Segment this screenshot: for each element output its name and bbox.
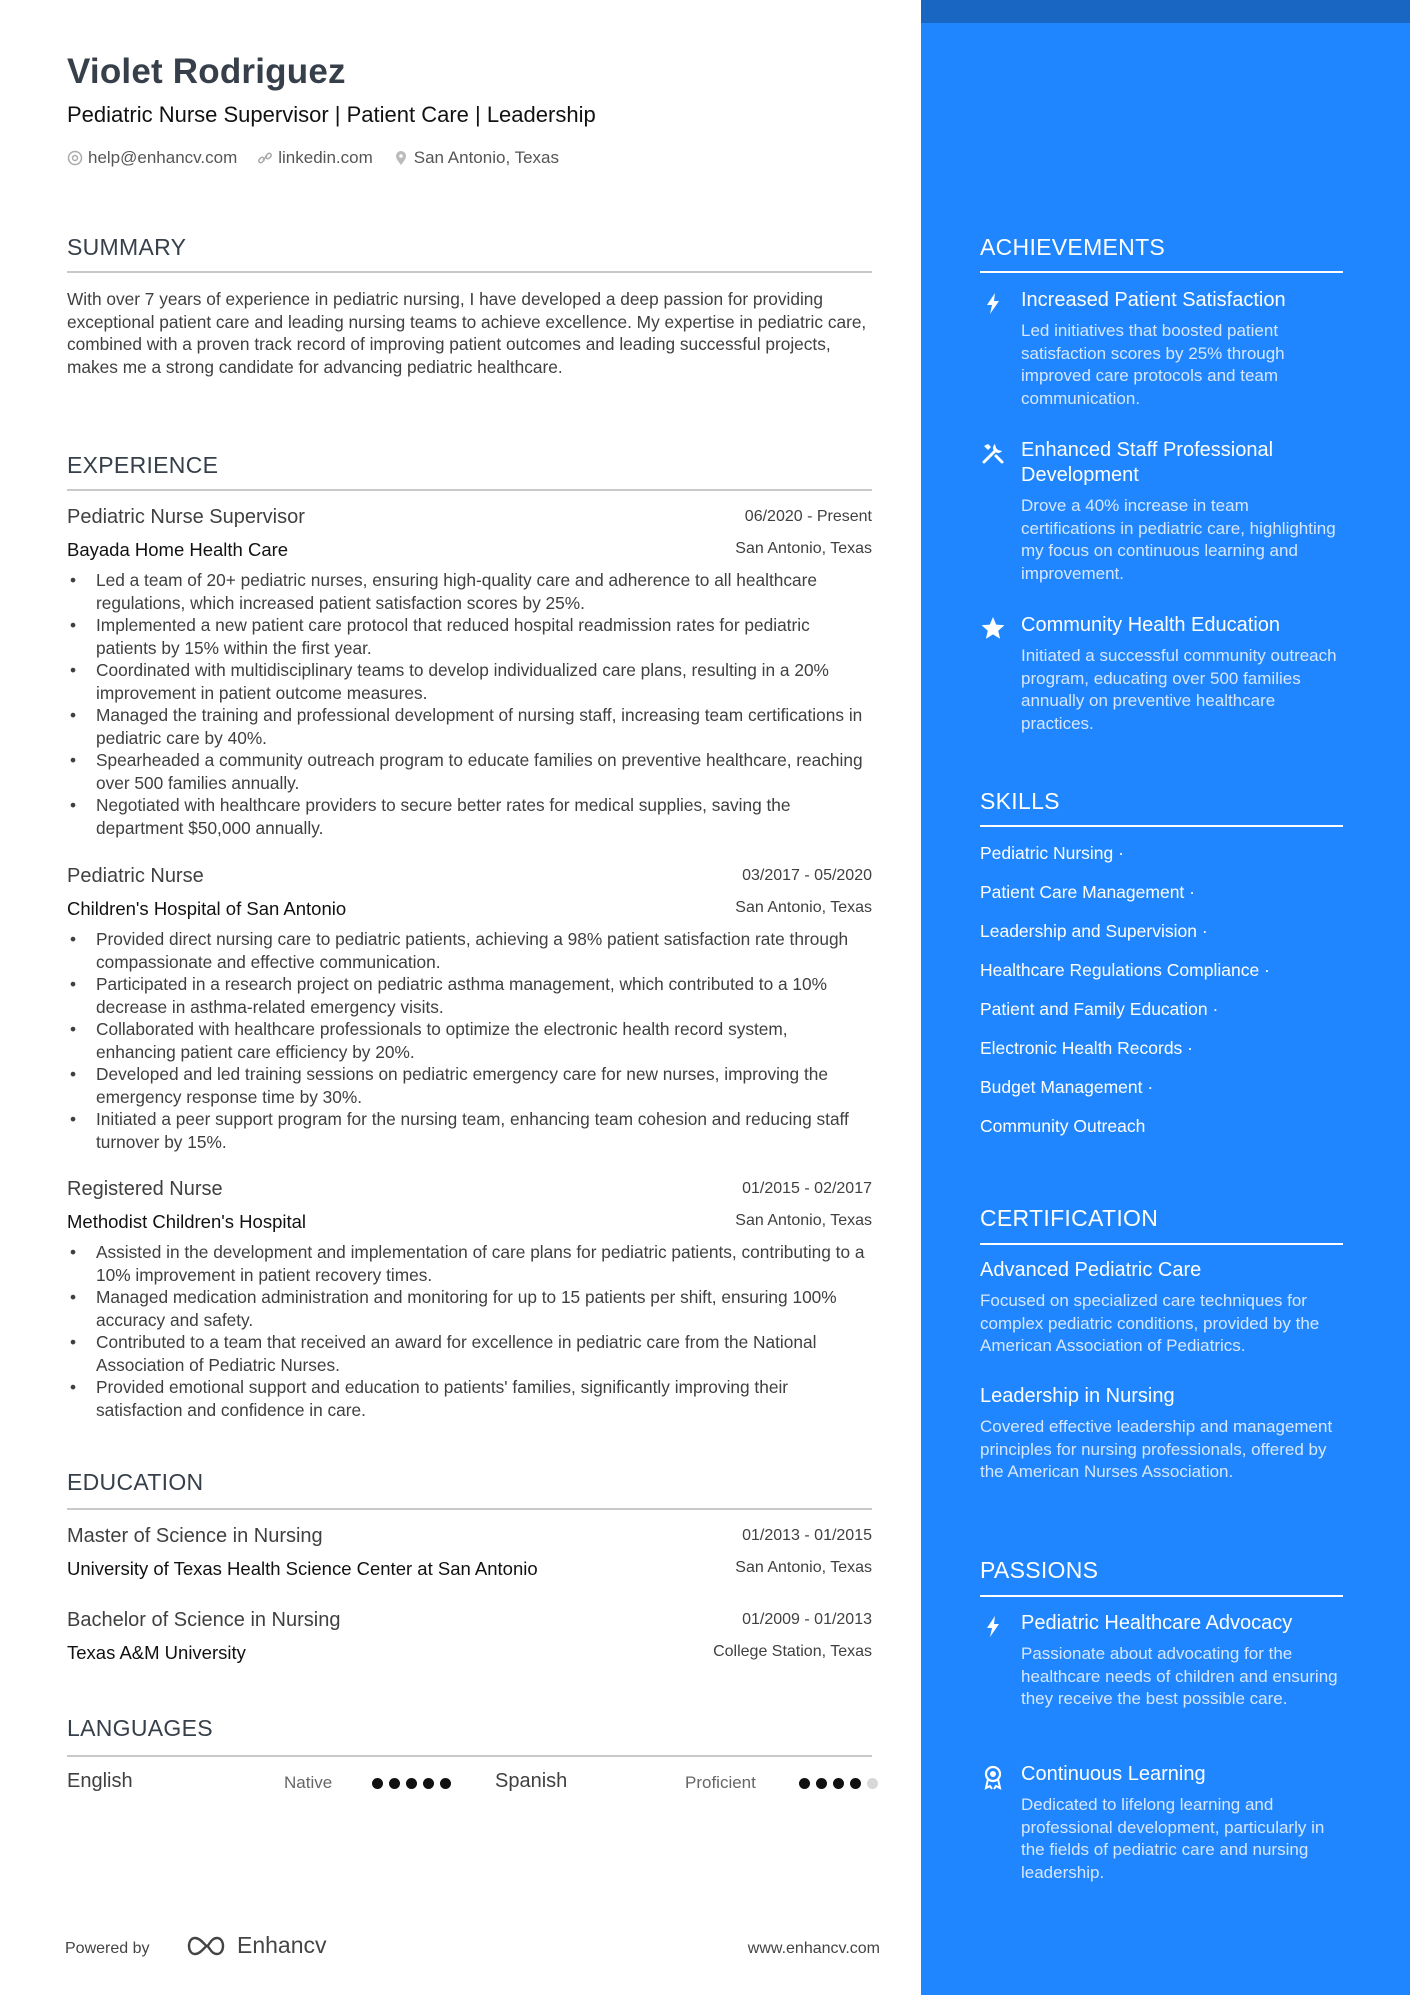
skill-item: Pediatric Nursing · [980, 843, 1124, 863]
achievement-title: Increased Patient Satisfaction [1021, 289, 1286, 311]
passions-divider [980, 1595, 1343, 1597]
achievement-desc: Led initiatives that boosted patient satisfaction scores by 25% through improved care protocols and team communication. [1021, 321, 1285, 408]
job-dates: 06/2020 - Present [744, 508, 872, 525]
certification-desc: Focused on specialized care techniques for complex pediatric conditions, provided by the American Association of Pediatrics. [980, 1291, 1320, 1355]
degree-dates: 01/2013 - 01/2015 [742, 1527, 872, 1544]
powered-by-label: Powered by [65, 1940, 150, 1957]
language-level: Proficient [685, 1773, 756, 1792]
education-entry [67, 1609, 872, 1675]
certification-item [980, 1259, 1343, 1358]
achievement-title: Community Health Education [1021, 614, 1281, 636]
location-pin-icon [393, 150, 409, 166]
achievement-desc: Initiated a successful community outreach program, educating over 500 families annually on preventive healthcare practices. [1021, 646, 1337, 733]
lightning-icon [980, 290, 1006, 316]
tools-icon [980, 440, 1006, 466]
contact-location [393, 148, 559, 168]
achievement-item [980, 613, 1343, 735]
job-company: Methodist Children's Hospital [67, 1211, 307, 1232]
job-location: San Antonio, Texas [735, 899, 872, 916]
school-name: University of Texas Health Science Center at San Antonio [67, 1558, 538, 1579]
school-location: San Antonio, Texas [735, 1559, 872, 1576]
passion-item [980, 1611, 1343, 1711]
experience-divider [67, 489, 872, 491]
job-bullet: • Managed medication administration and monitoring for up to 15 patients per shift, ensuring 100% accuracy and safety. [67, 1286, 872, 1331]
rating-dot-filled [816, 1778, 827, 1789]
job-bullet: • Led a team of 20+ pediatric nurses, ensuring high-quality care and adherence to all healthcare regulations, which increased patient satisfaction scores by 25%. [67, 569, 872, 614]
job-dates: 01/2015 - 02/2017 [742, 1180, 872, 1197]
certification-title: Advanced Pediatric Care [980, 1259, 1202, 1281]
award-icon [980, 1764, 1006, 1790]
job-location: San Antonio, Texas [735, 540, 872, 557]
achievements-heading: ACHIEVEMENTS [980, 234, 1166, 260]
job-entry [67, 1178, 872, 1421]
job-dates: 03/2017 - 05/2020 [742, 867, 872, 884]
education-divider [67, 1508, 872, 1510]
contact-location-text: San Antonio, Texas [413, 148, 559, 167]
skill-item: Patient and Family Education · [980, 999, 1219, 1019]
job-bullet: • Developed and led training sessions on pediatric emergency care for new nurses, improving the emergency response time by 30%. [67, 1063, 872, 1108]
achievement-item [980, 438, 1343, 585]
contact-linkedin[interactable] [257, 148, 373, 168]
language-name: Spanish [495, 1770, 568, 1792]
candidate-name: Violet Rodriguez [67, 52, 346, 91]
passion-item [980, 1762, 1343, 1884]
enhancv-logo-text: Enhancv [237, 1932, 327, 1958]
summary-divider [67, 271, 872, 273]
skill-item: Leadership and Supervision · [980, 921, 1208, 941]
passion-title: Pediatric Healthcare Advocacy [1021, 1612, 1293, 1634]
passions-heading: PASSIONS [980, 1557, 1099, 1583]
job-bullets [67, 1241, 872, 1421]
job-bullet: • Negotiated with healthcare providers to secure better rates for medical supplies, saving the department $50,000 annually. [67, 794, 872, 839]
job-bullet: • Provided emotional support and education to patients' families, significantly improving their satisfaction and confidence in care. [67, 1376, 872, 1421]
skill-item: Healthcare Regulations Compliance · [980, 960, 1270, 980]
job-title: Pediatric Nurse [67, 865, 204, 887]
lightning-icon [980, 1613, 1006, 1639]
school-location: College Station, Texas [713, 1643, 872, 1660]
job-bullet: • Collaborated with healthcare professionals to optimize the electronic health record system, enhancing patient care efficiency by 20%. [67, 1018, 872, 1063]
job-bullet: • Provided direct nursing care to pediatric patients, achieving a 98% patient satisfaction rate through compassionate and effective communication. [67, 928, 872, 973]
education-entry [67, 1525, 872, 1591]
job-bullet: • Participated in a research project on pediatric asthma management, which contributed to a 10% decrease in asthma-related emergency visits. [67, 973, 872, 1018]
job-title: Registered Nurse [67, 1178, 223, 1200]
certification-item [980, 1385, 1343, 1484]
achievements-divider [980, 271, 1343, 273]
job-bullet: • Assisted in the development and implementation of care plans for pediatric patients, contributing to a 10% improvement in patient recovery times. [67, 1241, 872, 1286]
skills-divider [980, 825, 1343, 827]
skill-item: Electronic Health Records · [980, 1038, 1193, 1058]
link-icon [257, 150, 273, 166]
rating-dot-filled [372, 1778, 383, 1789]
candidate-headline: Pediatric Nurse Supervisor | Patient Care | Leadership [67, 102, 596, 127]
job-bullet: • Contributed to a team that received an award for excellence in pediatric care from the National Association of Pediatric Nurses. [67, 1331, 872, 1376]
language-rating [372, 1778, 451, 1789]
certification-desc: Covered effective leadership and management principles for nursing professionals, offered by the American Nurses Association. [980, 1417, 1333, 1481]
sidebar-top-bar [921, 0, 1410, 23]
skills-heading: SKILLS [980, 788, 1060, 814]
rating-dot-filled [389, 1778, 400, 1789]
enhancv-website[interactable]: www.enhancv.com [747, 1940, 880, 1957]
passion-desc: Passionate about advocating for the healthcare needs of children and ensuring they receive the best possible care. [1021, 1644, 1338, 1708]
job-bullet: • Managed the training and professional development of nursing staff, increasing team certifications in pediatric care by 40%. [67, 704, 872, 749]
rating-dot-filled [799, 1778, 810, 1789]
language-rating [799, 1778, 878, 1789]
certification-title: Leadership in Nursing [980, 1385, 1175, 1407]
rating-dot-filled [850, 1778, 861, 1789]
rating-dot-filled [440, 1778, 451, 1789]
summary-text: With over 7 years of experience in pediatric nursing, I have developed a deep passion for providing exceptional patient care and leading nursing teams to achieve excellence. My expertise in pediatric care, combined with a proven track record of improving patient outcomes and leading successful projects, makes me a strong candidate for advancing pediatric healthcare. [67, 289, 867, 377]
job-bullet: • Coordinated with multidisciplinary teams to develop individualized care plans, resulting in a 20% improvement in patient outcome measures. [67, 659, 872, 704]
language-name: English [67, 1770, 133, 1792]
job-bullet: • Initiated a peer support program for the nursing team, enhancing team cohesion and reducing staff turnover by 15%. [67, 1108, 872, 1153]
passion-title: Continuous Learning [1021, 1763, 1206, 1785]
skill-item: Community Outreach [980, 1116, 1146, 1136]
achievement-title: Enhanced Staff Professional Development [1021, 439, 1274, 486]
summary-heading: SUMMARY [67, 234, 187, 260]
rating-dot-empty [867, 1778, 878, 1789]
job-entry [67, 865, 872, 1153]
job-bullet: • Spearheaded a community outreach program to educate families on preventive healthcare, reaching over 500 families annually. [67, 749, 872, 794]
job-title: Pediatric Nurse Supervisor [67, 506, 305, 528]
certification-heading: CERTIFICATION [980, 1205, 1159, 1231]
sidebar [921, 0, 1410, 1995]
footer [65, 1930, 880, 1970]
school-name: Texas A&M University [67, 1642, 246, 1663]
rating-dot-filled [833, 1778, 844, 1789]
star-icon [980, 615, 1006, 641]
skill-item: Budget Management · [980, 1077, 1154, 1097]
at-icon [67, 150, 83, 166]
achievement-item [980, 288, 1343, 410]
contact-linkedin-text: linkedin.com [278, 148, 373, 167]
language-level: Native [284, 1773, 333, 1792]
experience-heading: EXPERIENCE [67, 452, 219, 478]
job-company: Children's Hospital of San Antonio [67, 898, 347, 919]
job-bullets [67, 569, 872, 839]
skill-item: Patient Care Management · [980, 882, 1195, 902]
contact-email-text: help@enhancv.com [88, 148, 238, 167]
job-bullets [67, 928, 872, 1153]
contact-info [67, 148, 559, 168]
rating-dot-filled [406, 1778, 417, 1789]
enhancv-logo-icon [183, 1934, 229, 1958]
languages-divider [67, 1755, 872, 1757]
certification-divider [980, 1243, 1343, 1245]
degree-title: Master of Science in Nursing [67, 1525, 323, 1547]
job-bullet: • Implemented a new patient care protocol that reduced hospital readmission rates for pediatric patients by 15% within the first year. [67, 614, 872, 659]
degree-title: Bachelor of Science in Nursing [67, 1609, 341, 1631]
job-entry [67, 506, 872, 839]
rating-dot-filled [423, 1778, 434, 1789]
languages-heading: LANGUAGES [67, 1715, 213, 1741]
languages-list [67, 1770, 872, 1800]
enhancv-logo[interactable] [183, 1932, 327, 1959]
contact-email[interactable] [67, 148, 237, 168]
passion-desc: Dedicated to lifelong learning and professional development, particularly in the fields of pediatric care and nursing leadership. [1021, 1795, 1325, 1882]
job-location: San Antonio, Texas [735, 1212, 872, 1229]
achievement-desc: Drove a 40% increase in team certifications in pediatric care, highlighting my focus on continuous learning and improvement. [1021, 496, 1336, 583]
degree-dates: 01/2009 - 01/2013 [742, 1611, 872, 1628]
job-company: Bayada Home Health Care [67, 539, 289, 560]
education-heading: EDUCATION [67, 1469, 204, 1495]
